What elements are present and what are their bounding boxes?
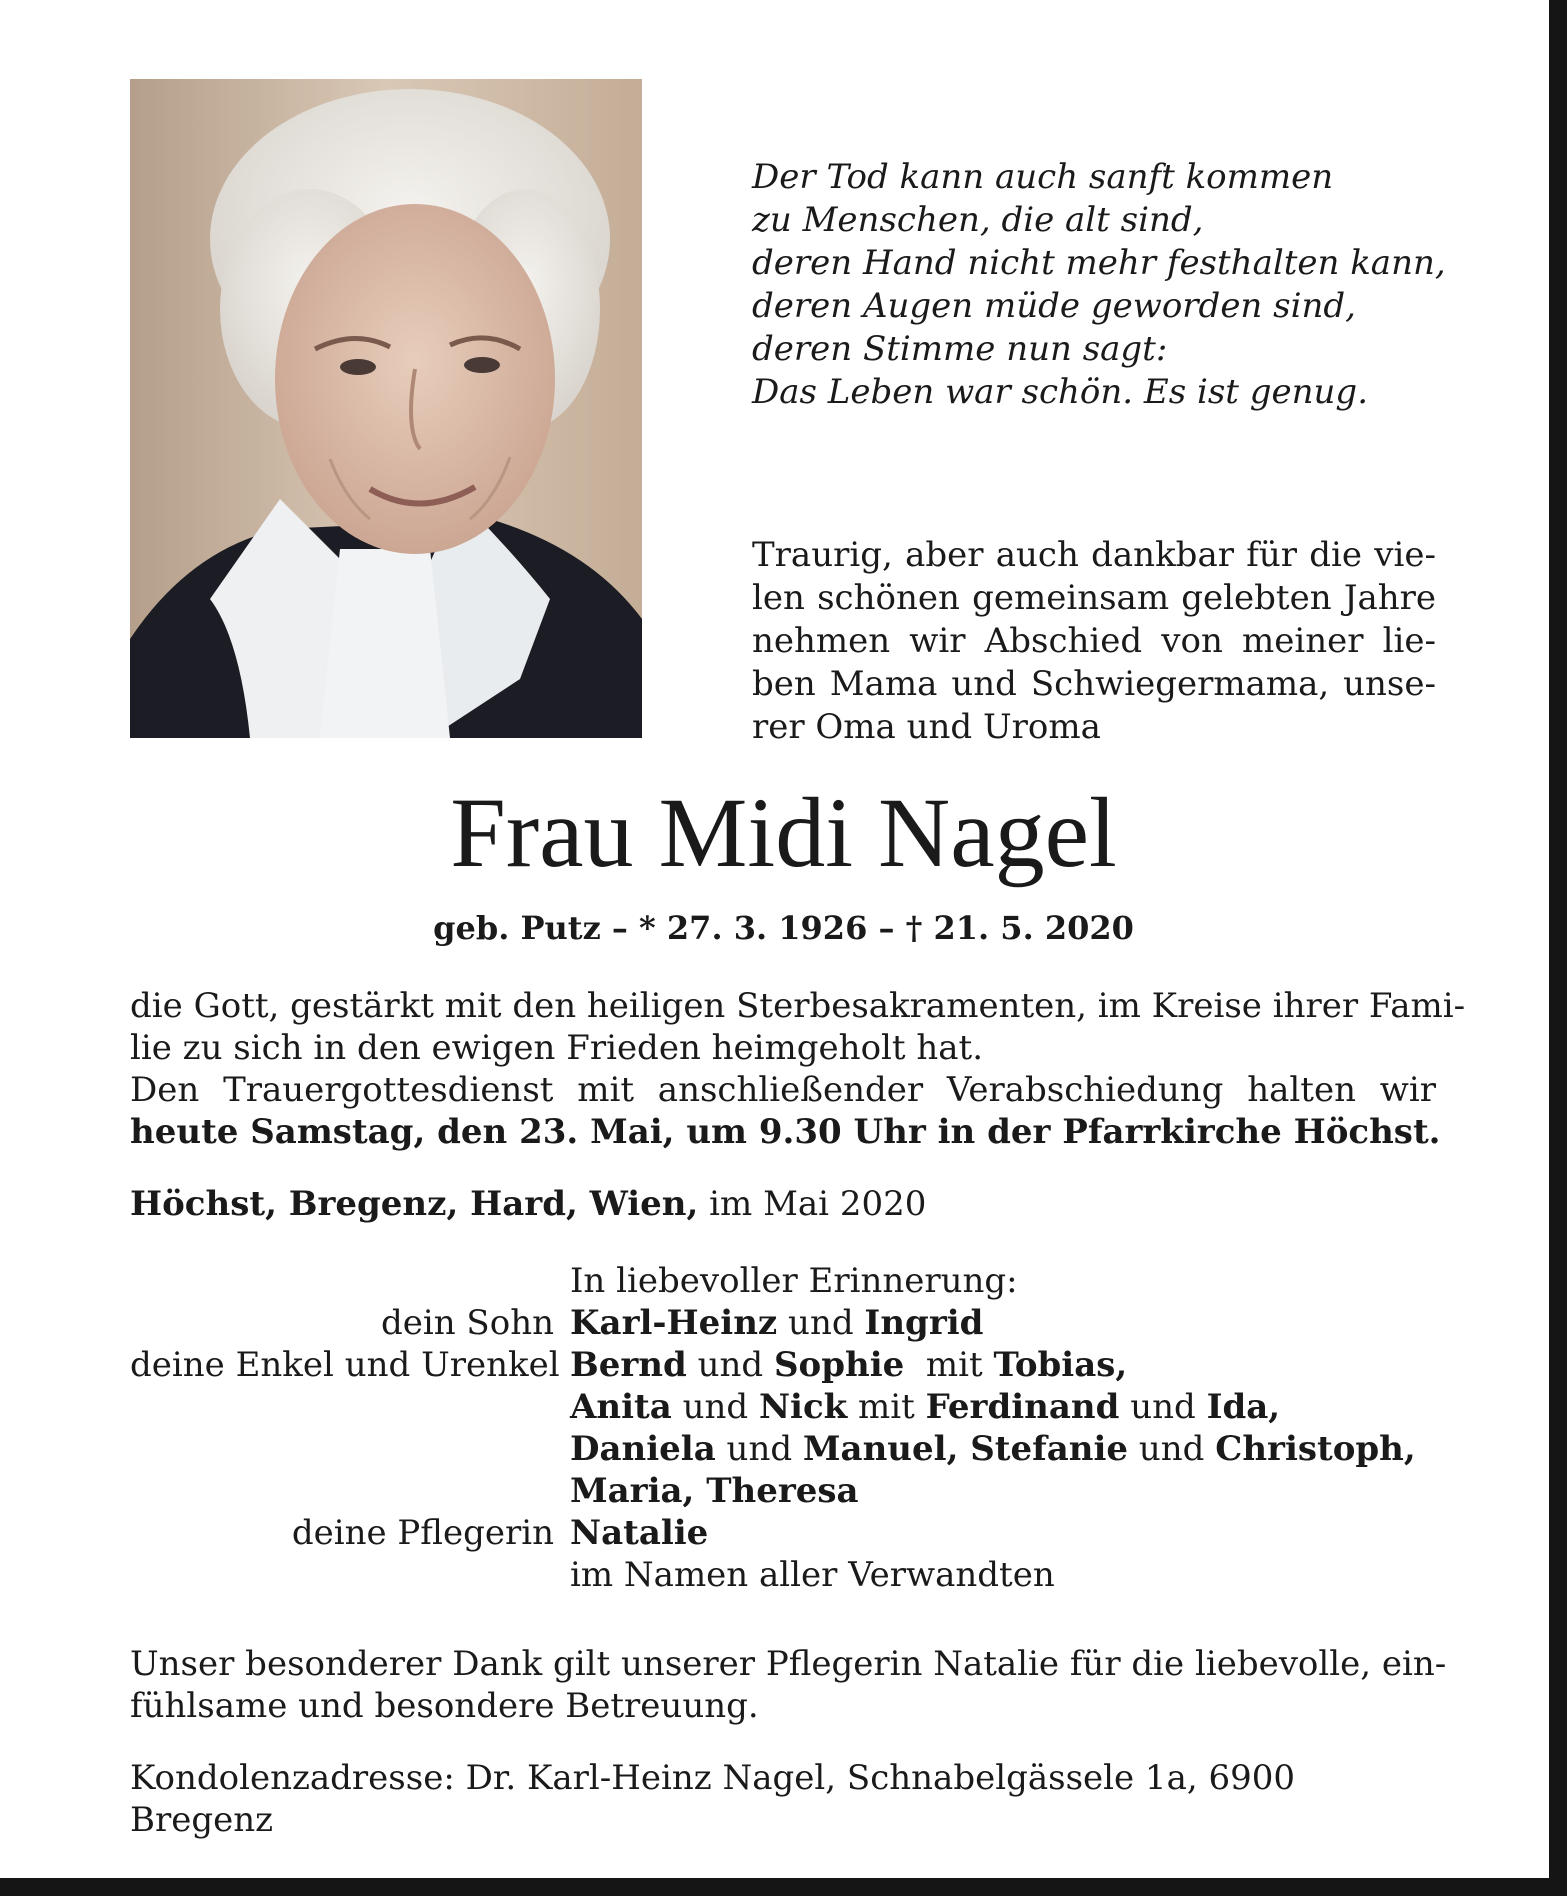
- family-role: deine Pflegerin: [291, 1513, 554, 1553]
- body-line: lie zu sich in den ewigen Frieden heimgeholt hat.: [130, 1028, 984, 1068]
- thanks-text: [130, 1643, 1447, 1727]
- family-closing: im Namen aller Verwandten: [570, 1555, 1055, 1595]
- family-list: In liebevoller Erinnerung: dein Sohn Karl-Heinz und Ingrid deine Enkel und Urenkel Bernd und Sophie mit Tobias, Anita und Nick mit Ferdinand und Ida, Daniela und Manuel, Stefanie und Christoph, Maria, Theresa deine Pflegerin Natalie im Namen aller Verwandten: [130, 1260, 1436, 1596]
- intro-line: Traurig, aber auch dankbar für die vie-: [752, 535, 1436, 575]
- family-member: Karl-Heinz: [570, 1303, 778, 1343]
- poem-line: deren Hand nicht mehr festhalten kann,: [752, 243, 1446, 283]
- body-line: die Gott, gestärkt mit den heiligen Sterbesakramenten, im Kreise ihrer Fami-: [130, 986, 1466, 1026]
- born-marker: – *: [600, 909, 667, 947]
- family-member: Natalie: [570, 1513, 709, 1553]
- intro-line: ben Mama und Schwiegermama, unse-: [752, 664, 1436, 704]
- body-line: Den Trauergottesdienst mit anschließender Verabschiedung halten wir: [130, 1070, 1436, 1110]
- family-member: Manuel, Stefanie: [802, 1429, 1129, 1469]
- birth-name: geb. Putz: [433, 909, 601, 947]
- family-member: Christoph,: [1215, 1429, 1416, 1469]
- portrait-photo: [130, 79, 642, 738]
- deceased-name: Frau Midi Nagel: [450, 777, 1117, 888]
- family-member: Nick: [758, 1387, 848, 1427]
- announcement-body: [130, 985, 1466, 1153]
- intro-line: rer Oma und Uroma: [752, 707, 1101, 747]
- family-member: Ida,: [1206, 1387, 1281, 1427]
- family-row-grandchildren: deine Enkel und Urenkel Bernd und Sophie mit Tobias,: [130, 1345, 1128, 1385]
- family-member: Ingrid: [864, 1303, 984, 1343]
- poem-line: zu Menschen, die alt sind,: [752, 200, 1204, 240]
- family-member: Ferdinand: [925, 1387, 1120, 1427]
- family-member: Bernd: [570, 1345, 687, 1385]
- condolence-address: Kondolenzadresse: Dr. Karl-Heinz Nagel, Schnabelgässele 1a, 6900 Bregenz: [130, 1758, 1295, 1840]
- family-row-son: dein Sohn Karl-Heinz und Ingrid: [130, 1302, 1436, 1344]
- family-member: Daniela: [570, 1429, 716, 1469]
- poem-line: Das Leben war schön. Es ist genug.: [752, 372, 1369, 412]
- intro-line: nehmen wir Abschied von meiner lie-: [752, 621, 1436, 661]
- family-member: Anita: [570, 1387, 672, 1427]
- service-info: [130, 1111, 1441, 1153]
- service-details: heute Samstag, den 23. Mai, um 9.30 Uhr in der Pfarrkirche Höchst.: [130, 1112, 1441, 1152]
- issue-date: im Mai 2020: [698, 1184, 927, 1224]
- intro-text: [752, 534, 1436, 749]
- poem-line: deren Augen müde geworden sind,: [752, 286, 1356, 326]
- family-role: deine Enkel und Urenkel: [130, 1345, 560, 1385]
- life-dates: [0, 908, 1567, 948]
- place-and-date: [130, 1183, 1436, 1225]
- family-role: dein Sohn: [380, 1303, 554, 1343]
- died-marker: – †: [867, 909, 934, 947]
- family-row-carer: [130, 1512, 1436, 1554]
- family-member: Sophie: [773, 1345, 905, 1385]
- death-date: 21. 5. 2020: [933, 909, 1134, 947]
- cities: Höchst, Bregenz, Hard, Wien,: [130, 1184, 699, 1224]
- family-member: Tobias,: [993, 1345, 1128, 1385]
- thanks-line: fühlsame und besondere Betreuung.: [130, 1686, 759, 1726]
- poem-line: Der Tod kann auch sanft kommen: [752, 157, 1334, 197]
- intro-line: len schönen gemeinsam gelebten Jahre: [752, 578, 1436, 618]
- family-member: Maria, Theresa: [570, 1471, 859, 1511]
- family-heading: In liebevoller Erinnerung:: [570, 1261, 1018, 1301]
- poem-line: deren Stimme nun sagt:: [752, 329, 1168, 369]
- poem: [752, 156, 1452, 414]
- thanks-line: Unser besonderer Dank gilt unserer Pflegerin Natalie für die liebevolle, ein-: [130, 1644, 1447, 1684]
- birth-date: 27. 3. 1926: [666, 909, 868, 947]
